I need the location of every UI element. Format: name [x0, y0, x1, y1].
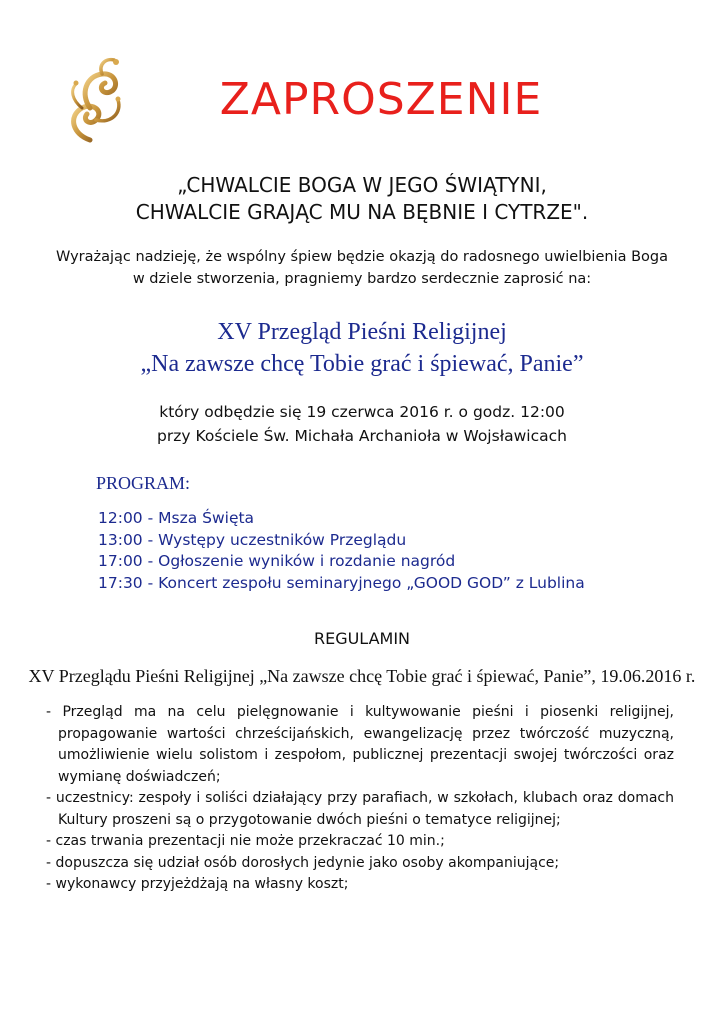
gold-scroll-ornament-icon [60, 54, 130, 146]
rule-item: - czas trwania prezentacji nie może przekraczać 10 min.; [46, 831, 674, 853]
page-title: ZAPROSZENIE [219, 74, 543, 125]
quote-line-2: CHWALCIE GRAJĄC MU NA BĘBNIE I CYTRZE". [135, 200, 589, 224]
rule-item: - Przegląd ma na celu pielęgnowanie i kultywowanie pieśni i piosenki religijnej, propagowanie wartości chrześcijańskich, ewangelizację przez twórczość muzyczną, umożliwienie wielu solistom i zespołom, publicznej prezentacji swojej twórczości oraz wymianę doświadczeń; [46, 702, 674, 788]
intro-line-1: Wyrażając nadzieję, że wspólny śpiew będzie okazją do radosnego uwielbienia Boga [55, 249, 669, 265]
program-item: 12:00 - Msza Święta [98, 509, 255, 527]
psalm-quote [40, 172, 684, 226]
event-title [40, 316, 684, 380]
event-title-line-1: XV Przegląd Pieśni Religijnej [217, 319, 507, 345]
event-date-place [40, 400, 684, 448]
event-place: przy Kościele Św. Michała Archanioła w Wojsławicach [157, 427, 567, 445]
rule-item: - dopuszcza się udział osób dorosłych jedynie jako osoby akompaniujące; [46, 853, 674, 875]
event-date: który odbędzie się 19 czerwca 2016 r. o godz. 12:00 [159, 403, 565, 421]
event-title-line-2: „Na zawsze chcę Tobie grać i śpiewać, Panie” [140, 351, 584, 377]
program-item: 17:00 - Ogłoszenie wyników i rozdanie nagród [98, 552, 456, 570]
intro-paragraph [40, 246, 684, 290]
program-item: 17:30 - Koncert zespołu seminaryjnego „GOOD GOD” z Lublina [98, 573, 585, 592]
quote-line-1: „CHWALCIE BOGA W JEGO ŚWIĄTYNI, [177, 173, 547, 197]
intro-line-2: w dziele stworzenia, pragniemy bardzo serdecznie zaprosić na: [132, 271, 592, 287]
regulamin-subtitle: XV Przeglądu Pieśni Religijnej „Na zawsze chcę Tobie grać i śpiewać, Panie”, 19.06.2016 r. [28, 666, 696, 686]
regulamin-title: REGULAMIN [313, 629, 411, 648]
program-heading: PROGRAM: [96, 473, 191, 493]
program-list [98, 508, 585, 594]
rule-item: - uczestnicy: zespoły i soliści działający przy parafiach, w szkołach, klubach oraz domach Kultury proszeni są o przygotowanie dwóch pieśni o tematyce religijnej; [46, 788, 674, 831]
rule-item: - wykonawcy przyjeżdżają na własny koszt; [46, 874, 674, 896]
regulamin-rules [46, 702, 674, 896]
program-item: 13:00 - Występy uczestników Przeglądu [98, 530, 407, 549]
